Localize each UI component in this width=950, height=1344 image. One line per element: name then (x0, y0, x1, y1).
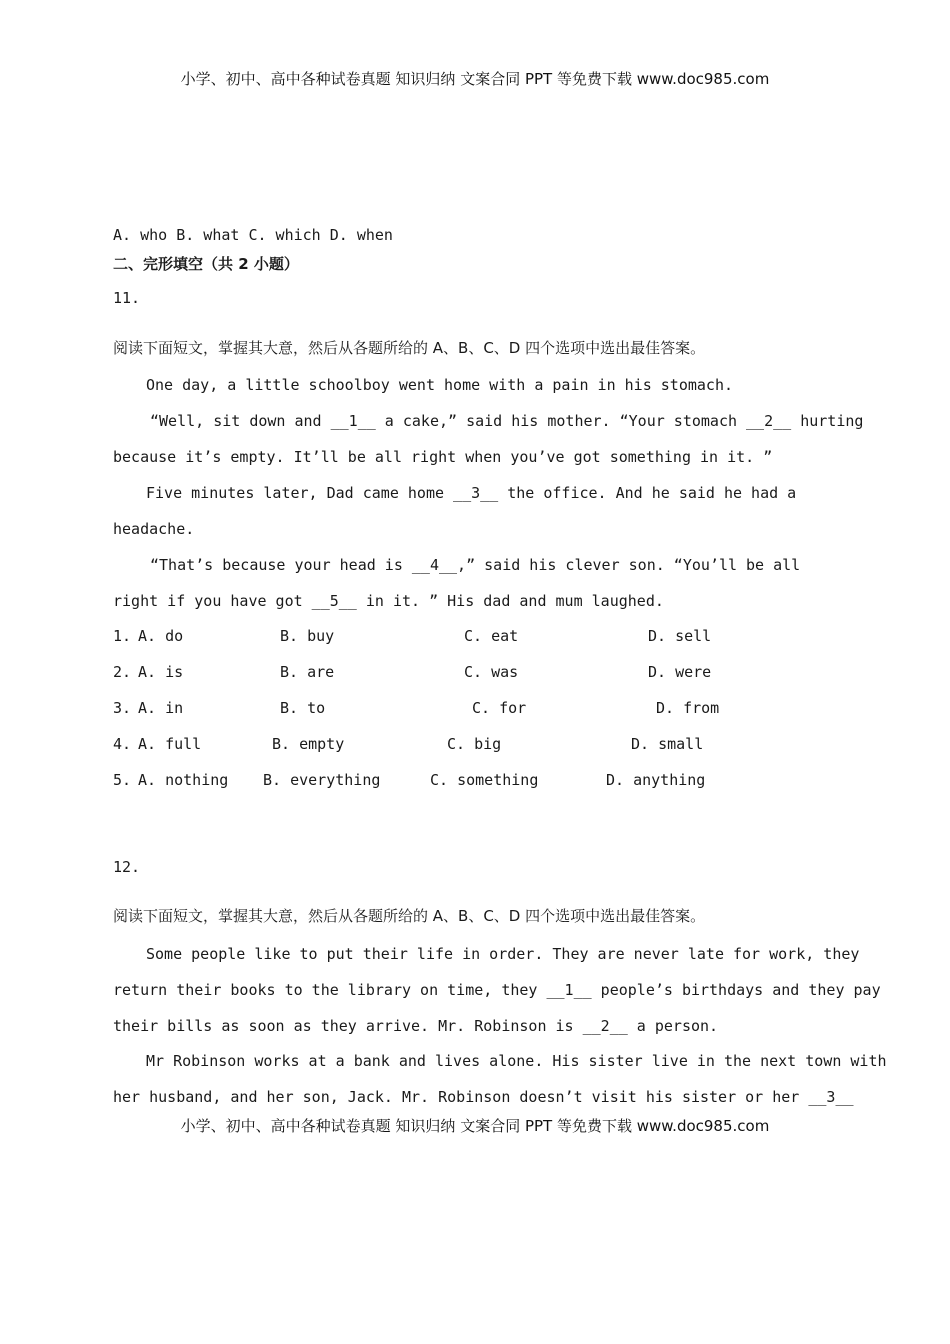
passage-line: Mr Robinson works at a bank and lives alone. His sister live in the next town with (146, 1052, 887, 1070)
passage-line: because it’s empty. It’ll be all right when you’ve got something in it. ” (113, 448, 773, 466)
question-number-12: 12. (113, 858, 141, 876)
option-d: D. small (631, 735, 704, 753)
option-a: A. nothing (138, 771, 229, 789)
option-c: C. something (430, 771, 539, 789)
option-number: 1. (113, 627, 132, 645)
page-header: 小学、初中、高中各种试卷真题 知识归纳 文案合同 PPT 等免费下载 www.doc985.com (180, 70, 770, 88)
passage-line: Some people like to put their life in order. They are never late for work, they (146, 945, 860, 963)
section-title: 二、完形填空（共 2 小题） (113, 255, 299, 273)
option-b: B. buy (280, 627, 335, 645)
passage-line: “That’s because your head is __4__,” said his clever son. “You’ll be all (150, 556, 801, 574)
option-number: 4. (113, 735, 132, 753)
option-b: B. are (280, 663, 335, 681)
option-c: C. eat (464, 627, 519, 645)
passage-line: return their books to the library on time, they __1__ people’s birthdays and they pay (113, 981, 881, 999)
passage-line: right if you have got __5__ in it. ” His dad and mum laughed. (113, 592, 664, 610)
passage-line: Five minutes later, Dad came home __3__ the office. And he said he had a (146, 484, 797, 502)
option-d: D. sell (648, 627, 712, 645)
option-d: D. from (656, 699, 720, 717)
page-footer: 小学、初中、高中各种试卷真题 知识归纳 文案合同 PPT 等免费下载 www.doc985.com (180, 1117, 770, 1135)
passage-line: their bills as soon as they arrive. Mr. Robinson is __2__ a person. (113, 1017, 719, 1035)
option-d: D. were (648, 663, 712, 681)
passage-line: One day, a little schoolboy went home with a pain in his stomach. (146, 376, 733, 394)
option-c: C. for (472, 699, 527, 717)
passage-line: headache. (113, 520, 195, 538)
option-b: B. everything (263, 771, 381, 789)
previous-question-options: A. who B. what C. which D. when (113, 226, 393, 244)
question-number-11: 11. (113, 289, 141, 307)
option-a: A. do (138, 627, 184, 645)
option-c: C. was (464, 663, 519, 681)
passage-line: “Well, sit down and __1__ a cake,” said his mother. “Your stomach __2__ hurting (150, 412, 864, 430)
option-number: 5. (113, 771, 132, 789)
option-number: 3. (113, 699, 132, 717)
option-d: D. anything (606, 771, 706, 789)
option-number: 2. (113, 663, 132, 681)
question-12-instruction: 阅读下面短文，掌握其大意，然后从各题所给的 A、B、C、D 四个选项中选出最佳答案。 (113, 907, 706, 925)
option-a: A. full (138, 735, 202, 753)
option-c: C. big (447, 735, 502, 753)
passage-line: her husband, and her son, Jack. Mr. Robinson doesn’t visit his sister or her __3__ (113, 1088, 854, 1106)
option-a: A. in (138, 699, 184, 717)
option-b: B. to (280, 699, 326, 717)
option-b: B. empty (272, 735, 345, 753)
option-a: A. is (138, 663, 184, 681)
question-11-instruction: 阅读下面短文，掌握其大意，然后从各题所给的 A、B、C、D 四个选项中选出最佳答案。 (113, 339, 706, 357)
